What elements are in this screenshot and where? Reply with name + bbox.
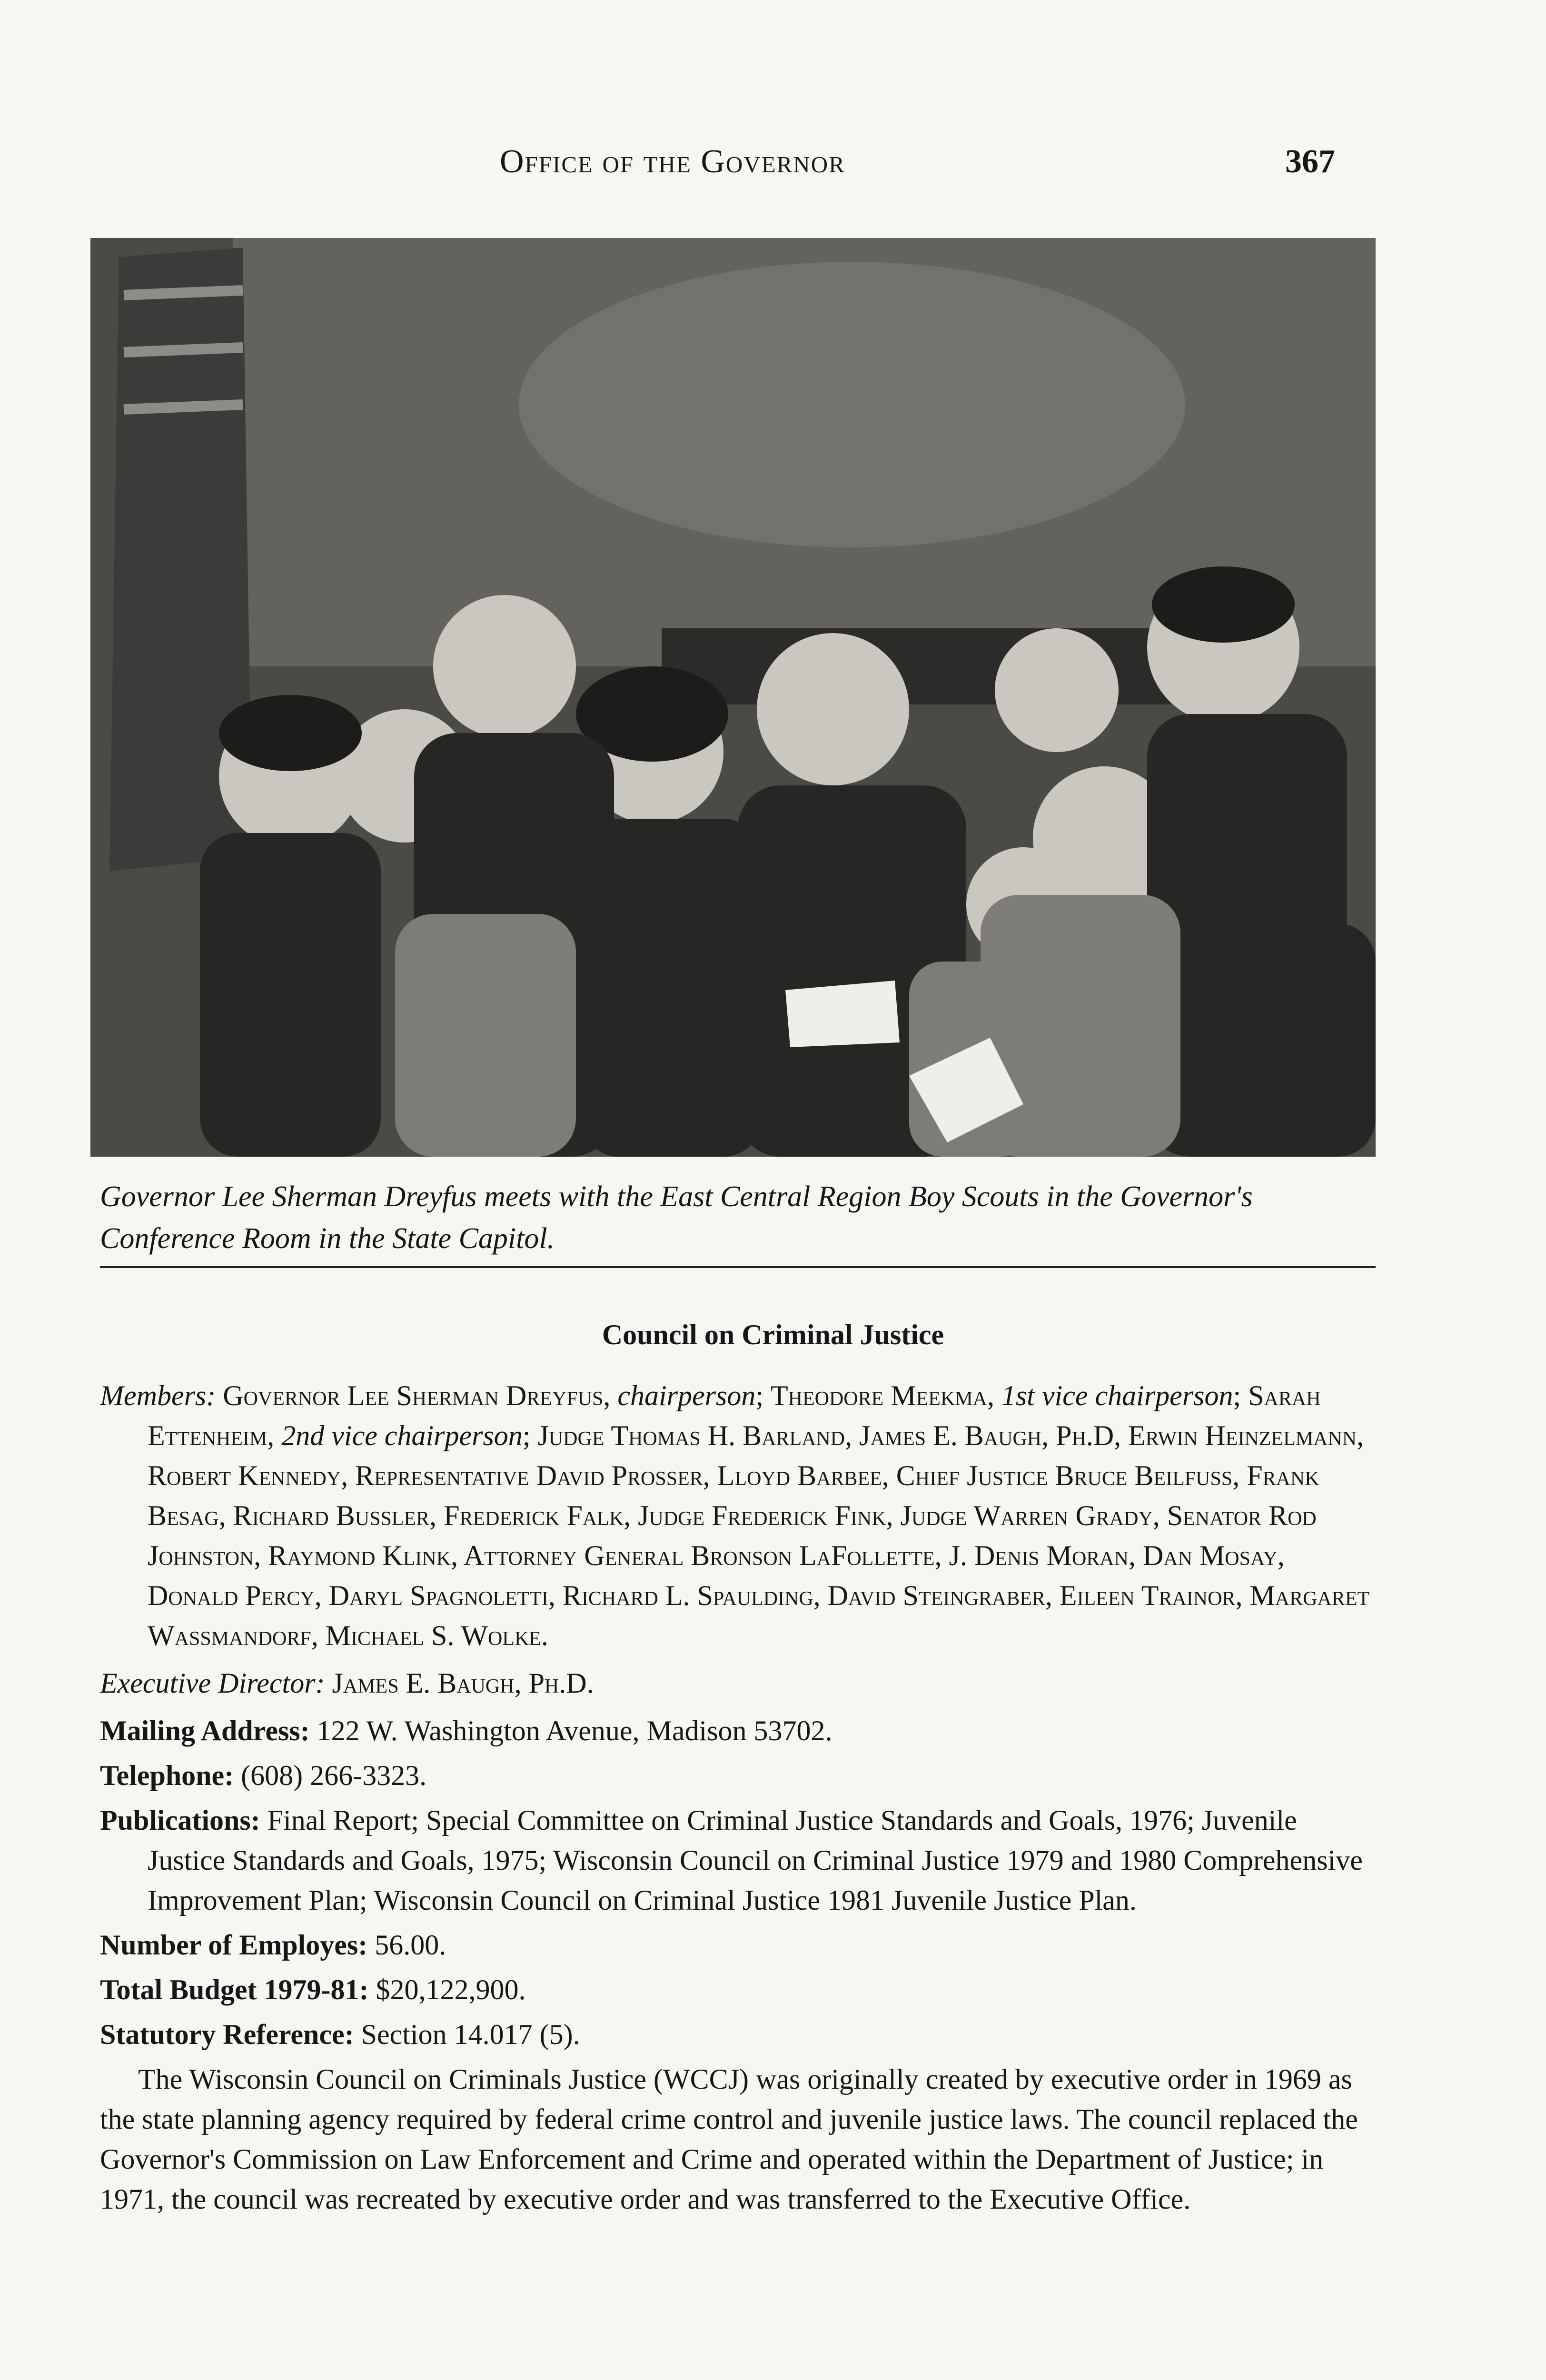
member-role: chairperson <box>617 1380 756 1411</box>
executive-director <box>100 1663 1376 1703</box>
fact-value: Final Report; Special Committee on Criminal Justice Standards and Goals, 1976; Juvenile Justice Standards and Goals, 1975; Wisconsin Council on Criminal Justice 1979 and 1980 Comprehensive Improvement Plan; Wisconsin Council on Criminal Justice 1981 Juvenile Justice Plan. <box>148 1805 1363 1916</box>
fact-label: Number of Employes: <box>100 1929 368 1961</box>
member-list: Judge Thomas H. Barland, James E. Baugh, Ph.D, Erwin Heinzelmann, Robert Kennedy, Representative David Prosser, Lloyd Barbee, Chief Justice Bruce Beilfuss, Frank Besag, Richard Bussler, Frederick Falk, Judge Frederick Fink, Judge Warren Grady, Senator Rod Johnston, Raymond Klink, Attorney General Bronson LaFollette, J. Denis Moran, Dan Mosay, Donald Percy, Daryl Spagnoletti, Richard L. Spaulding, David Steingraber, Eileen Trainor, Margaret Wassmandorf, Michael S. Wolke. <box>148 1420 1370 1651</box>
section-body <box>100 1376 1376 2248</box>
fact-value: 56.00. <box>375 1929 446 1961</box>
fact-label: Total Budget 1979-81: <box>100 1974 369 2005</box>
running-title: Office of the Governor <box>500 143 845 180</box>
fact-value: $20,122,900. <box>376 1974 526 2005</box>
members-label: Members: <box>100 1380 216 1411</box>
member-role: 2nd vice chairperson <box>281 1420 523 1451</box>
executive-director-label: Executive Director: <box>100 1667 325 1699</box>
fact-mailing-address <box>100 1711 1376 1751</box>
running-head <box>0 143 1546 186</box>
photograph <box>90 238 1376 1157</box>
fact-label: Statutory Reference: <box>100 2019 354 2050</box>
member-role: 1st vice chairperson <box>1001 1380 1233 1411</box>
members-paragraph: Members: Governor Lee Sherman Dreyfus, chairperson; Theodore Meekma, 1st vice chairperson; Sarah Ettenheim, 2nd vice chairperson; Judge Thomas H. Barland, James E. Baugh, Ph.D, Erwin Heinzelmann, Robert Kennedy, Representative David Prosser, Lloyd Barbee, Chief Justice Bruce Beilfuss, Frank Besag, Richard Bussler, Frederick Falk, Judge Frederick Fink, Judge Warren Grady, Senator Rod Johnston, Raymond Klink, Attorney General Bronson LaFollette, J. Denis Moran, Dan Mosay, Donald Percy, Daryl Spagnoletti, Richard L. Spaulding, David Steingraber, Eileen Trainor, Margaret Wassmandorf, Michael S. Wolke. <box>100 1380 1370 1651</box>
fact-label: Publications: <box>100 1805 260 1836</box>
fact-value: 122 W. Washington Avenue, Madison 53702. <box>317 1715 832 1746</box>
fact-label: Mailing Address: <box>100 1715 310 1746</box>
section-divider <box>100 1266 1376 1268</box>
section-title: Council on Criminal Justice <box>602 1319 944 1350</box>
fact-value: Section 14.017 (5). <box>361 2019 580 2050</box>
fact-statutory-reference <box>100 2014 1376 2054</box>
page-number: 367 <box>1285 143 1335 180</box>
member-name: Sarah Ettenheim <box>148 1380 1321 1451</box>
member-name: Theodore Meekma <box>770 1380 987 1411</box>
fact-employes <box>100 1925 1376 1965</box>
fact-value: (608) 266-3323. <box>241 1760 427 1791</box>
fact-label: Telephone: <box>100 1760 234 1791</box>
photograph-image <box>90 238 1376 1157</box>
history-paragraph: The Wisconsin Council on Criminals Justice (WCCJ) was originally created by executive order in 1969 as the state planning agency required by federal crime control and juvenile justice laws. The council replaced the Governor's Commission on Law Enforcement and Crime and operated within the Department of Justice; in 1971, the council was recreated by executive order and was transferred to the Executive Office. <box>100 2063 1358 2215</box>
fact-telephone <box>100 1755 1376 1795</box>
member-name: Governor Lee Sherman Dreyfus <box>223 1380 604 1411</box>
executive-director-value: James E. Baugh, Ph.D. <box>332 1667 594 1699</box>
fact-publications <box>100 1800 1376 1920</box>
photo-caption: Governor Lee Sherman Dreyfus meets with the East Central Region Boy Scouts in the Governor's Conference Room in the State Capitol. <box>100 1180 1253 1255</box>
fact-budget <box>100 1970 1376 2010</box>
